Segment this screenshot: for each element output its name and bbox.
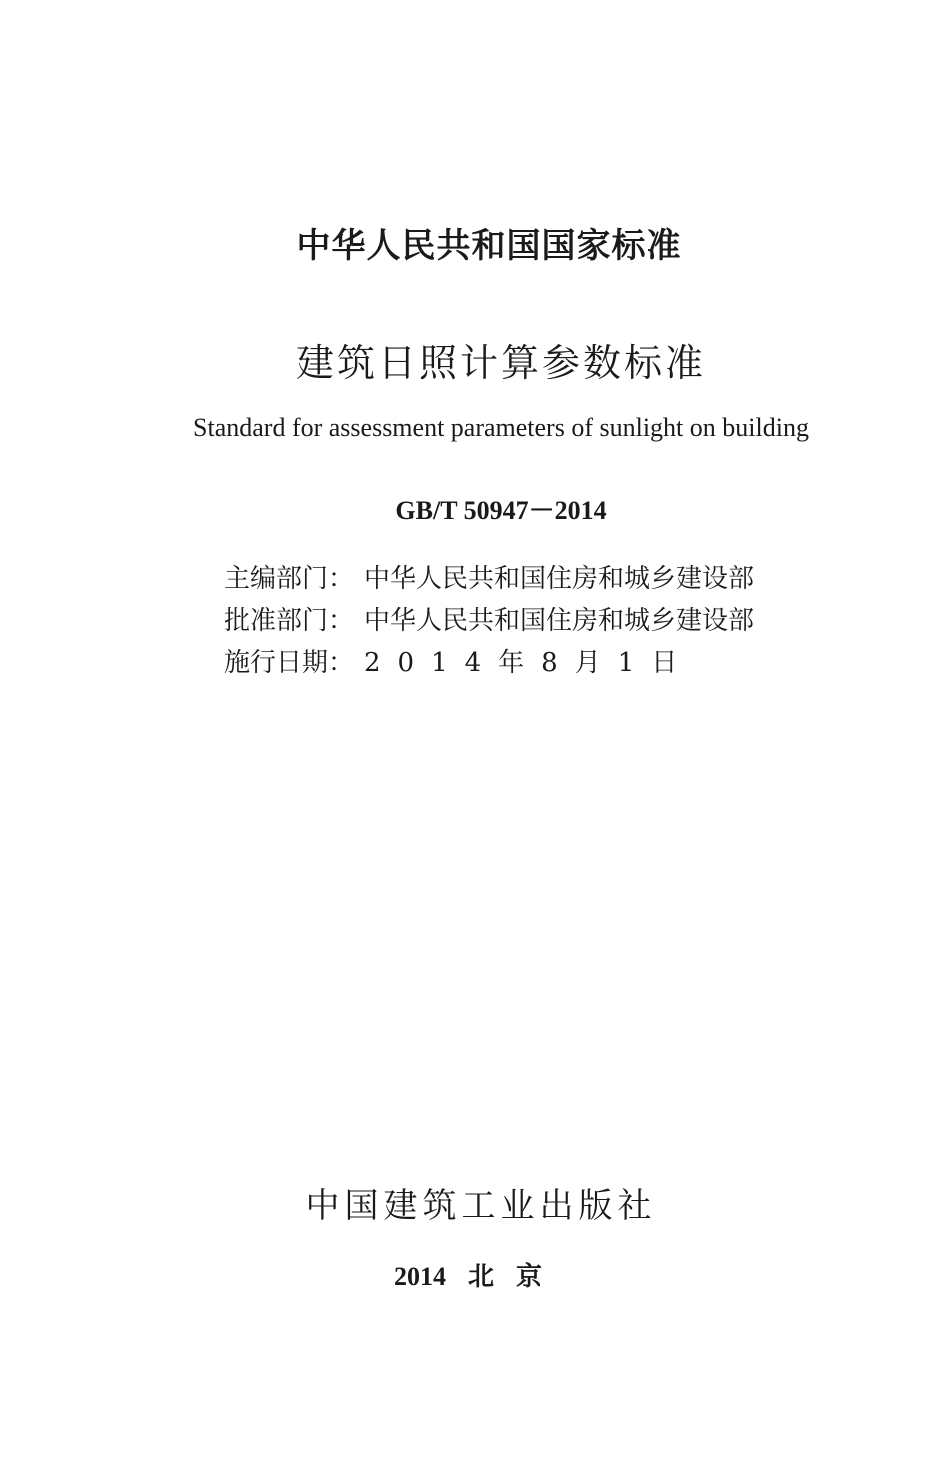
approver-value: 中华人民共和国住房和城乡建设部 xyxy=(364,606,755,636)
document-title-chinese: 建筑日照计算参数标准 xyxy=(295,341,706,385)
standard-info-block xyxy=(224,558,754,684)
standard-code: GB/T 50947－2014 xyxy=(395,496,607,525)
approver-label: 批准部门： xyxy=(224,606,355,636)
document-title-english: Standard for assessment parameters of sunlight on building xyxy=(193,413,809,442)
publication-year: 2014 xyxy=(393,1262,446,1291)
effective-date-value: 2014年8月1日 xyxy=(364,648,695,678)
publication-city: 北京 xyxy=(467,1262,564,1292)
approver-row xyxy=(224,600,754,642)
publisher-name: 中国建筑工业出版社 xyxy=(305,1186,657,1226)
effective-date-label: 施行日期： xyxy=(224,648,355,678)
editor-label: 主编部门： xyxy=(224,564,355,594)
effective-date-row xyxy=(224,642,754,684)
editor-value: 中华人民共和国住房和城乡建设部 xyxy=(364,564,755,594)
publication-year-place xyxy=(4,1256,950,1293)
national-standard-heading: 中华人民共和国国家标准 xyxy=(296,226,682,266)
editor-row xyxy=(224,558,754,600)
